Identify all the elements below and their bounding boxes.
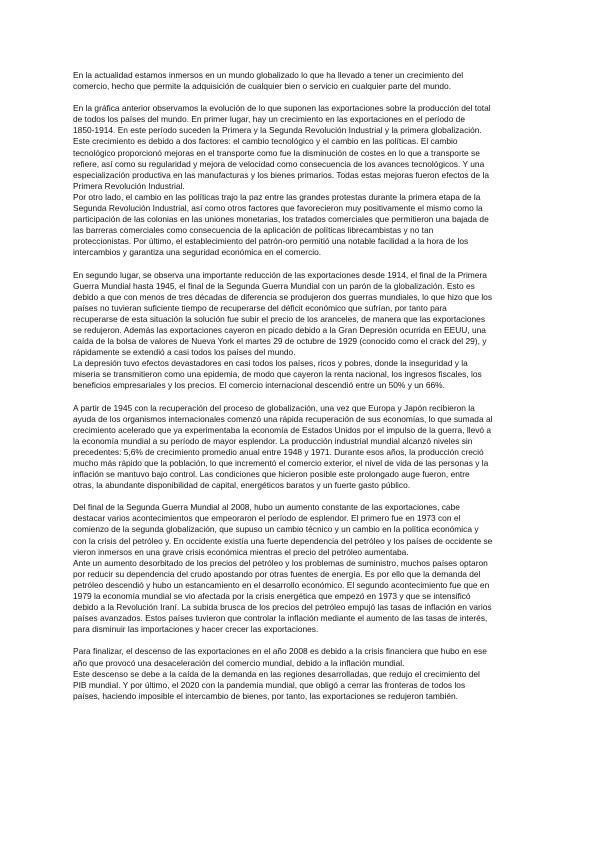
text-line: PIB mundial. Y por último, el 2020 con la pandemia mundial, que obligó a cerrar las fronteras de todos los <box>73 679 466 690</box>
text-line: En la gráfica anterior observamos la evolución de lo que suponen las exportaciones sobre la producción del total <box>73 103 491 114</box>
text-line: mucho más rápido que la población, lo que incrementó el comercio exterior, el nivel de vida de las personas y la <box>73 458 489 468</box>
paragraph-postwar-recovery <box>73 403 529 492</box>
text-line: países, haciendo imposible el intercambio de bienes, por tanto, las exportaciones se redujeron también. <box>73 690 459 701</box>
text-line: 1979 la economía mundial se vio afectada por la crisis energética que empezó en 1973 y que se intensificó <box>73 591 471 602</box>
paragraph-spacer <box>73 259 529 270</box>
paragraph-oil-crisis <box>73 502 529 635</box>
paragraph-spacer <box>73 635 529 646</box>
text-line: Guerra Mundial hasta 1945, el final de la Segunda Guerra Mundial con un parón de la globalización. Esto es <box>73 280 475 291</box>
paragraph-first-globalization <box>73 103 529 258</box>
text-line: beneficios empresariales y los precios. El comercio internacional descendió entre un 50% y un 66%. <box>73 380 445 391</box>
paragraph-intro <box>73 70 529 92</box>
text-line: comienzo de la segunda globalización, que supuso un cambio técnico y un cambio en la política económica y <box>73 524 479 535</box>
text-line: Primera Revolución Industrial. <box>73 180 185 191</box>
text-line: proteccionistas. Por último, el establecimiento del patrón-oro permitió una notable facilidad a la hora de los <box>73 236 469 247</box>
text-line: precedentes: 5,6% de crecimiento promedio anual entre 1948 y 1971. Durante esos años, la producción creció <box>73 446 484 457</box>
text-line: año que provocó una desaceleración del comercio mundial, debido a la inflación mundial. <box>73 657 405 668</box>
text-line: vieron inmersos en una grave crisis económica mientras el precio del petróleo aumentaba. <box>73 546 409 557</box>
text-line: 1850-1914. En este período suceden la Primera y la Segunda Revolución Industrial y la primera globalización. <box>73 125 482 136</box>
text-line: la economía mundial a su período de mayor esplendor. La producción industrial mundial alcanzó niveles sin <box>73 435 473 446</box>
text-line: se redujeron. Además las exportaciones cayeron en picado debido a la Gran Depresión ocurrida en EEUU, una <box>73 324 486 335</box>
text-line: rápidamente se extendió a casi todos los países del mundo. <box>73 347 296 358</box>
text-line: tecnológico proporcionó mejoras en el transporte como fue la disminución de costes en lo que a transporte se <box>73 147 480 158</box>
text-line: Para finalizar, el descenso de las exportaciones en el año 2008 es debido a la crisis financiera que hubo en ese <box>73 646 487 657</box>
text-line: Por otro lado, el cambio en las políticas trajo la paz entre las grandes protestas durante la primera etapa de la <box>73 191 481 202</box>
text-line: miseria se transmitieron como una epidemia, de modo que cayeron la renta nacional, los ingresos fiscales, los <box>73 369 482 380</box>
text-line: por reducir su dependencia del crudo apostando por otras fuentes de energía. Es por ello que la demanda del <box>73 568 481 579</box>
text-line: ayuda de los organismos internacionales comenzó una rápida recuperación de sus economías, lo que sumada al <box>73 413 493 424</box>
paragraph-interwar-decline <box>73 270 529 392</box>
text-line: Del final de la Segunda Guerra Mundial al 2008, hubo un aumento constante de las exportaciones, cabe <box>73 502 460 513</box>
text-line: crecimiento acelerado que ya experimentaba la economía de Estados Unidos por el impulso de la guerra, llevó a <box>73 424 492 435</box>
text-line: las barreras comerciales como consecuencia de la aplicación de políticas librecambistas y no tan <box>73 225 434 236</box>
text-line: Este crecimiento es debido a dos factores: el cambio tecnológico y el cambio en las políticas. El cambio <box>73 136 458 147</box>
text-line: intercambios y garantiza una seguridad económica en el comercio. <box>73 247 322 258</box>
text-line: destacar varios acontecimientos que empeoraron el período de esplendor. El primero fue en 1973 con el <box>73 513 461 524</box>
paragraph-spacer <box>73 92 529 103</box>
text-line: refiere, así como su regularidad y mejora de velocidad como consecuencia de los avances tecnológicos. Y una <box>73 158 485 169</box>
text-line: En la actualidad estamos inmersos en un mundo globalizado lo que ha llevado a tener un crecimiento del <box>73 70 464 80</box>
text-line: Este descenso se debe a la caída de la demanda en las regiones desarrolladas, que redujo el crecimiento del <box>73 668 480 679</box>
text-line: participación de las colonias en las uniones monetarias, los tratados comerciales que permitieron una bajada de <box>73 214 489 225</box>
text-line: La depresión tuvo efectos devastadores en casi todos los países, ricos y pobres, donde la inseguridad y la <box>73 358 468 369</box>
text-line: recuperarse de esta situación la solución fue subir el precio de los aranceles, de manera que las exportaciones <box>73 313 486 324</box>
paragraph-conclusion <box>73 646 529 701</box>
text-line: En segundo lugar, se observa una importante reducción de las exportaciones desde 1914, el final de la Primera <box>73 269 487 280</box>
text-line: debido a que con menos de tres décadas de diferencia se produjeron dos guerras mundiales, lo que hizo que los <box>73 291 493 302</box>
text-line: con la crisis del petróleo y. En occidente existía una fuerte dependencia del petróleo y los países de occidente se <box>73 535 493 546</box>
text-line: para disminuir las importaciones y hacer crecer las exportaciones. <box>73 624 319 635</box>
text-line: debido a la Revolución Iraní. La subida brusca de los precios del petróleo empujó las tasas de inflación en varios <box>73 602 492 613</box>
text-line: caída de la bolsa de valores de Nueva York el martes 29 de octubre de 1929 (conocido como el crack del 29), y <box>73 336 487 347</box>
text-line: países avanzados. Estos países tuvieron que controlar la inflación mediante el aumento de las tasas de interés, <box>73 613 488 624</box>
text-line: comercio, hecho que permite la adquisición de cualquier bien o servicio en cualquier parte del mundo. <box>73 81 452 92</box>
paragraph-spacer <box>73 491 529 502</box>
paragraph-spacer <box>73 392 529 403</box>
text-line: inflación se mantuvo bajo control. Las condiciones que hicieron posible este prolongado auge fueron, entre <box>73 469 470 480</box>
text-line: A partir de 1945 con la recuperación del proceso de globalización, una vez que Europa y Japón recibieron la <box>73 402 475 413</box>
text-line: petróleo descendió y hubo un estancamiento en el desarrollo económico. El segundo acontecimiento fue que en <box>73 579 490 590</box>
text-line: otras, la abundante disponibilidad de capital, energéticos baratos y un fuerte gasto público. <box>73 480 411 491</box>
text-line: Segunda Revolución Industrial, así como otros factores que favorecieron muy positivamente el mismo como la <box>73 203 483 214</box>
document-page <box>73 70 529 702</box>
text-line: Ante un aumento desorbitado de los precios del petróleo y los problemas de suministro, muchos países optaron <box>73 557 488 568</box>
text-line: de todos los países del mundo. En primer lugar, hay un crecimiento en las exportaciones en el período de <box>73 114 465 125</box>
text-line: especialización productiva en las manufacturas y los bienes primarios. Todas estas mejoras fueron efectos de la <box>73 169 490 180</box>
text-line: países no tuvieran suficiente tiempo de recuperarse del déficit económico que sufrían, por tanto para <box>73 302 447 313</box>
